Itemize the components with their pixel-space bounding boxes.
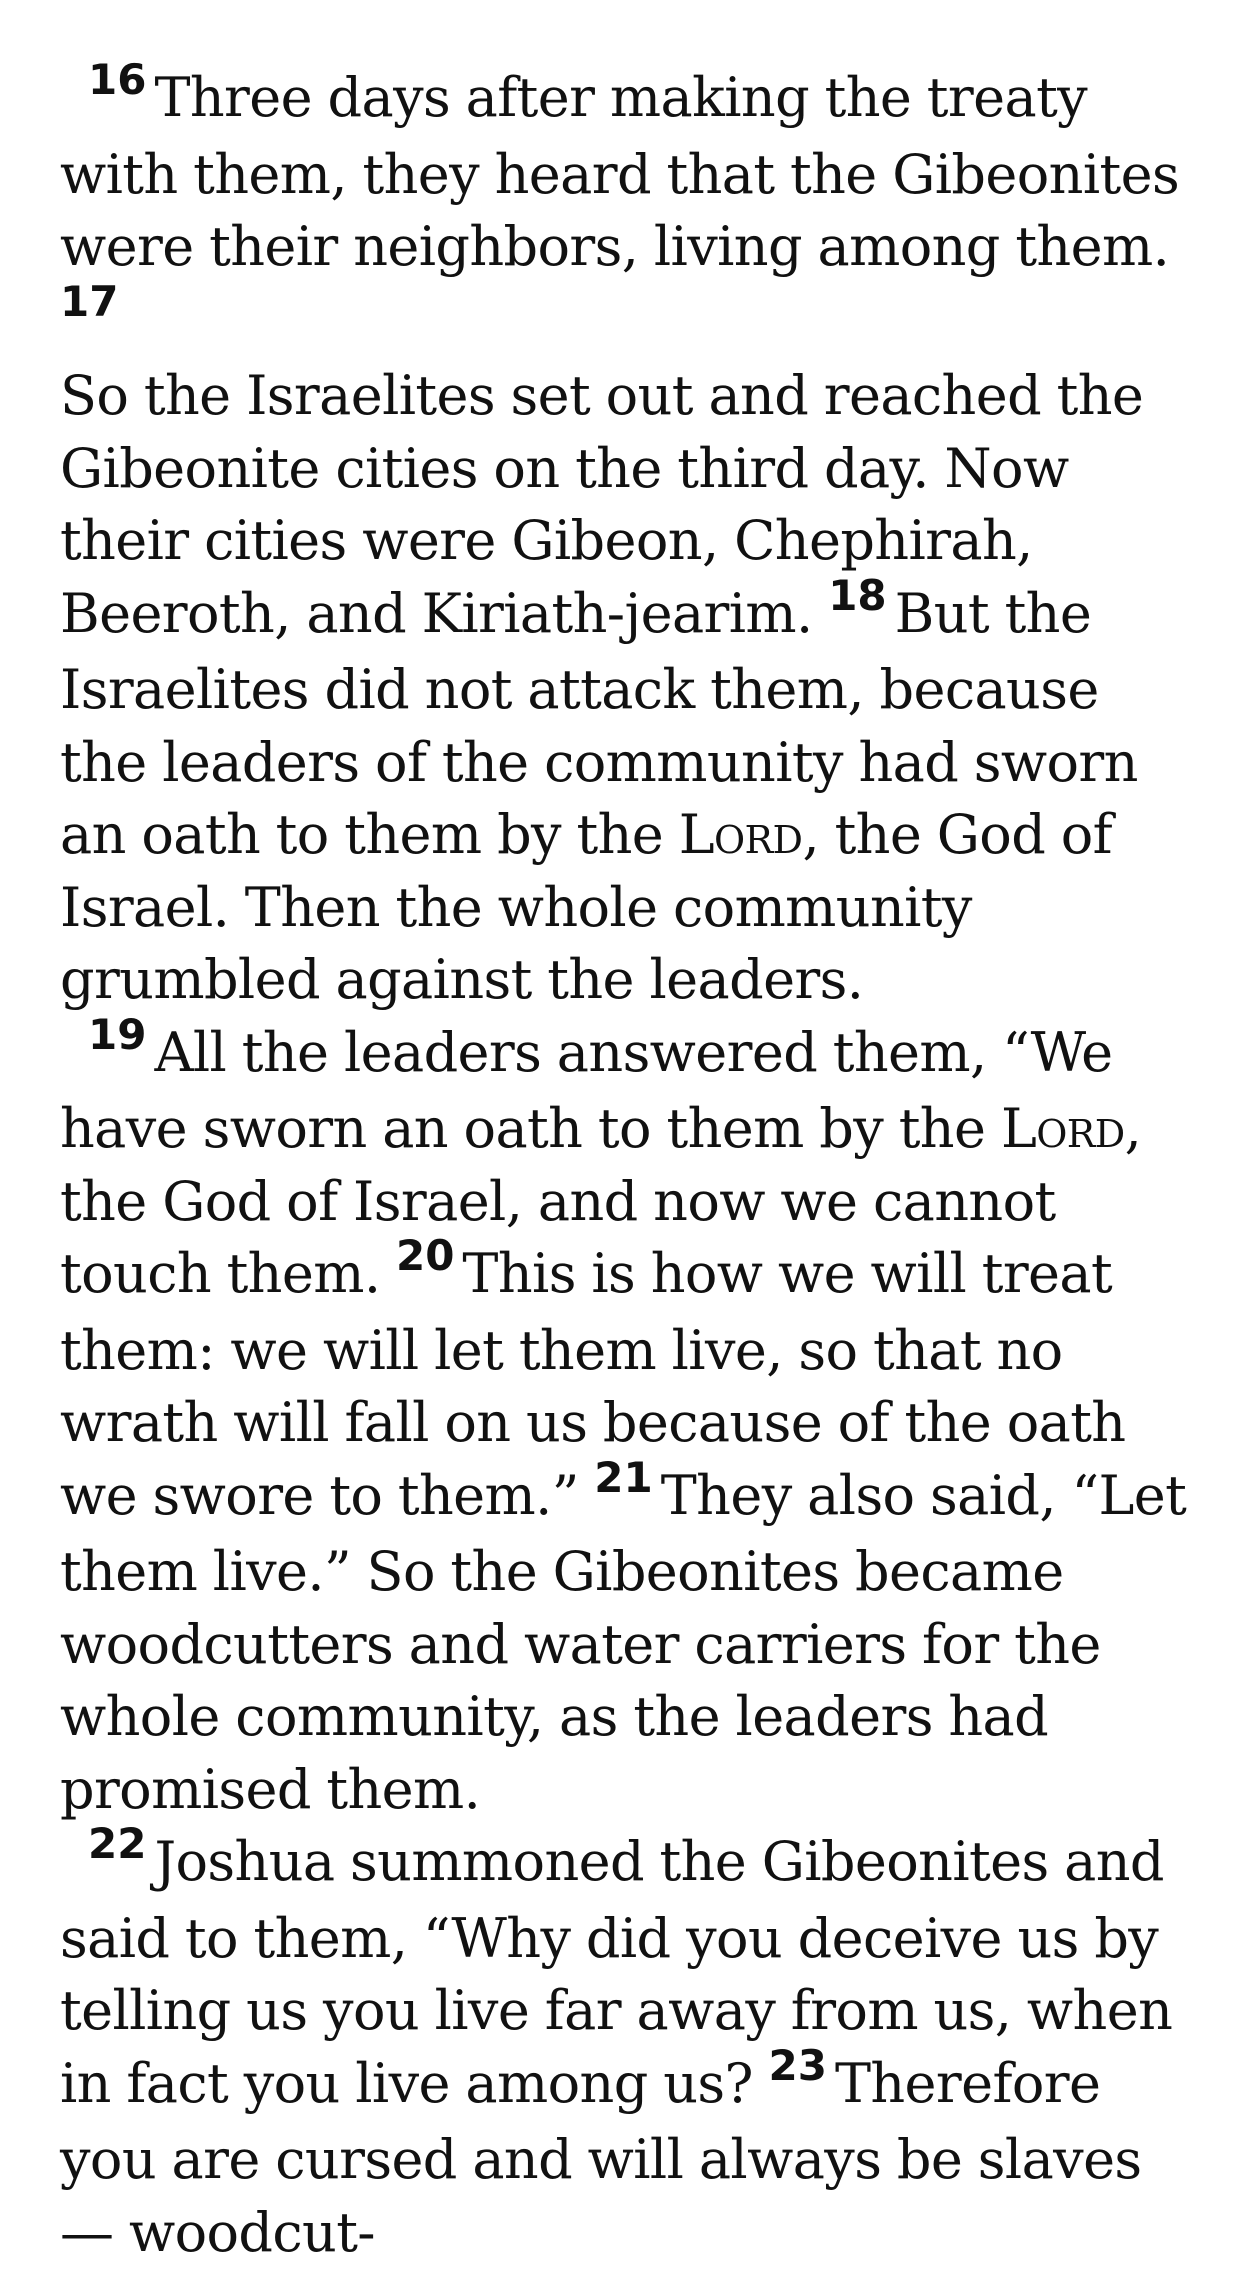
verse-number-21: 21 — [594, 1452, 653, 1502]
divine-name-lord: Lord — [1000, 1097, 1125, 1160]
verse-number-18: 18 — [828, 570, 887, 620]
verse-21-text: They also said, “Let them live.” So the Gibeonites became woodcutters and water carriers for the whole community, as the leaders had promised them. — [60, 1463, 1187, 1821]
paragraph-1 — [60, 55, 1200, 1017]
paragraph-2 — [60, 1009, 1200, 1827]
verse-17-text: So the Israelites set out and reached the Gibeonite cities on the third day. Now their cities were Gibeon, Chephirah, Beeroth, and Kiriath-jearim. — [60, 364, 1144, 645]
verse-number-22: 22 — [88, 1819, 147, 1868]
verse-number-16: 16 — [88, 55, 147, 104]
verse-16-text: Three days after making the treaty with them, they heard that the Gibeonites were their neighbors, living among them. — [60, 66, 1180, 278]
verse-18-text-b: , the God of Israel. Then the whole community grumbled against the leaders. — [60, 803, 1113, 1011]
paragraph-3 — [60, 1819, 1200, 2269]
scripture-passage — [60, 55, 1200, 2269]
verse-number-17: 17 — [60, 276, 119, 326]
verse-number-19: 19 — [88, 1009, 147, 1059]
verse-18-text-a: But the Israelites did not attack them, because the leaders of the community had sworn an oath to them by the — [60, 581, 1138, 866]
verse-19-text-b: , the God of Israel, and now we cannot touch them. — [60, 1097, 1142, 1305]
verse-number-20: 20 — [395, 1231, 455, 1280]
verse-20-text: This is how we will treat them: we will let them live, so that no wrath will fall on us because of the oath we swore to them.” — [60, 1242, 1126, 1527]
verse-number-23: 23 — [768, 2040, 827, 2090]
verse-23-text: Therefore you are cursed and will always be slaves — woodcut- — [60, 2051, 1142, 2264]
verse-22-text: Joshua summoned the Gibeonites and said to them, “Why did you deceive us by telling us you live far away from us, when in fact you live among us? — [60, 1830, 1173, 2115]
verse-19-text-a: All the leaders answered them, “We have sworn an oath to them by the — [60, 1020, 1113, 1160]
divine-name-lord: Lord — [678, 803, 803, 866]
